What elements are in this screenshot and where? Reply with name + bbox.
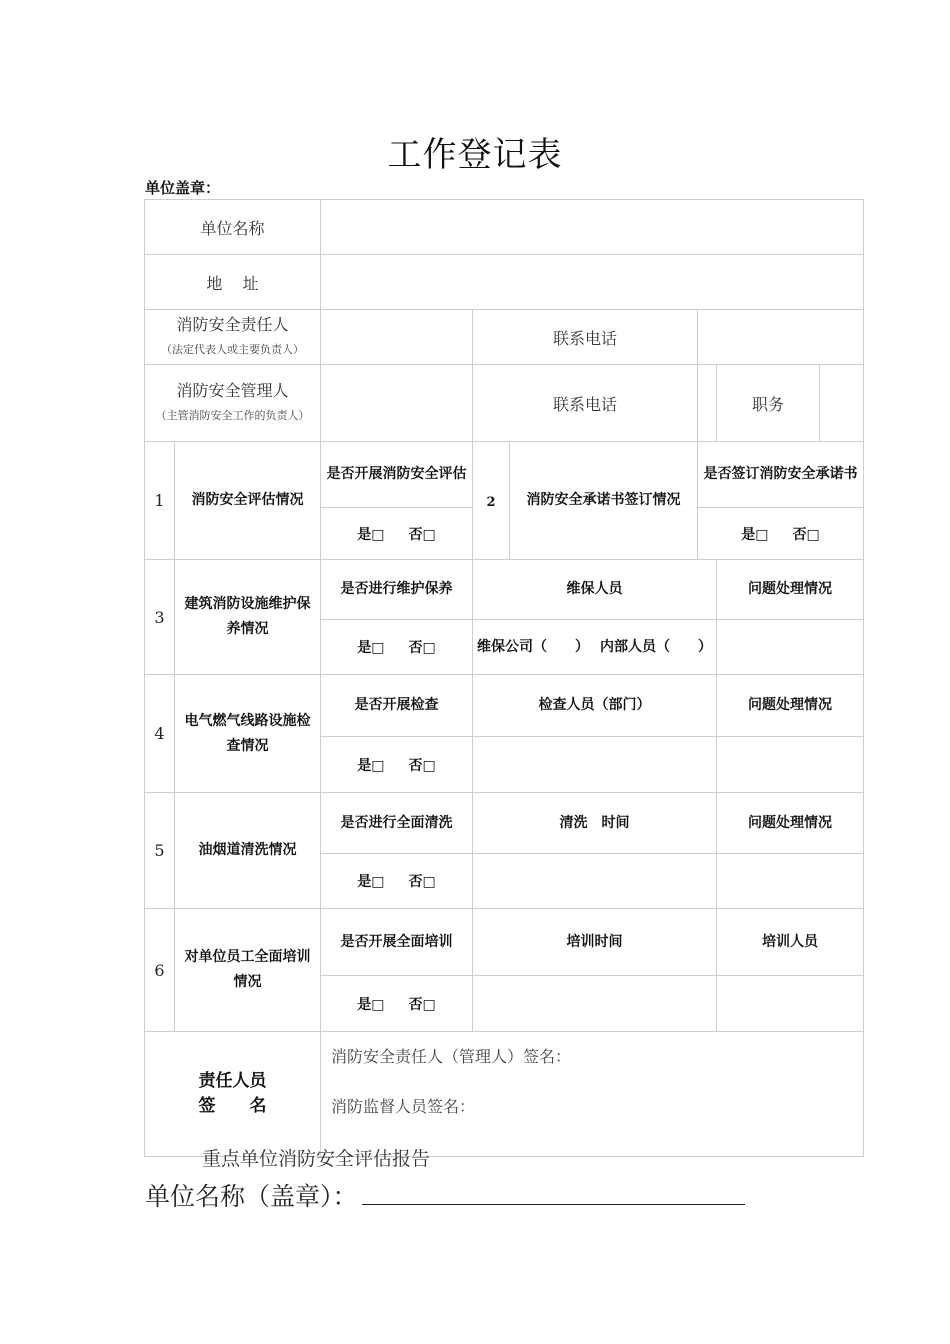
responsible-phone-label: 联系电话 [473,310,698,365]
item-question: 是否开展全面培训 [321,909,473,976]
unit-seal-label: 单位名称（盖章）： [145,1182,358,1211]
seal-label: 单位盖章： [145,179,221,197]
signature-label: 责任人员 签 名 [145,1032,321,1157]
column-header: 问题处理情况 [717,793,864,854]
training-time-field[interactable] [473,976,717,1032]
column-header: 培训时间 [473,909,717,976]
address-label: 地 址 [145,255,321,310]
item-question: 是否开展消防安全评估 [321,442,473,508]
item-question: 是否开展检查 [321,675,473,737]
column-header: 检查人员（部门） [473,675,717,737]
problem-handling-field[interactable] [717,737,864,793]
report-title: 重点单位消防安全评估报告 [202,1148,431,1170]
item-name: 消防安全承诺书签订情况 [510,442,698,560]
manager-position-label: 职务 [717,365,820,442]
item-number: 4 [145,675,175,793]
item-question: 是否进行维护保养 [321,560,473,620]
yes-no-checkbox[interactable]: 是□ 否□ [321,620,473,675]
item-name: 油烟道清洗情况 [175,793,321,909]
item-name: 消防安全评估情况 [175,442,321,560]
inspection-personnel-field[interactable] [473,737,717,793]
column-header: 培训人员 [717,909,864,976]
cleaning-time-field[interactable] [473,854,717,909]
page-title: 工作登记表 [387,135,563,175]
item-question: 是否签订消防安全承诺书 [698,442,864,508]
item-name: 对单位员工全面培训情况 [175,909,321,1032]
item-name: 电气燃气线路设施检查情况 [175,675,321,793]
yes-no-checkbox[interactable]: 是□ 否□ [321,976,473,1032]
responsible-phone-field[interactable] [698,310,864,365]
training-personnel-field[interactable] [717,976,864,1032]
manager-position-field[interactable] [820,365,864,442]
manager-label: 消防安全管理人 （主管消防安全工作的负责人） [145,365,321,442]
registration-form [144,199,864,1157]
item-number: 2 [473,442,510,560]
column-header: 清洗 时间 [473,793,717,854]
column-header: 问题处理情况 [717,560,864,620]
unit-seal-line [145,1177,745,1213]
item-question: 是否进行全面清洗 [321,793,473,854]
yes-no-checkbox[interactable]: 是□ 否□ [698,508,864,560]
supervisor-signature-line: 消防监督人员签名： [331,1097,476,1116]
item-number: 3 [145,560,175,675]
item-number: 5 [145,793,175,909]
signature-area[interactable] [321,1032,864,1157]
problem-handling-field[interactable] [717,854,864,909]
address-field[interactable] [321,255,864,310]
manager-phone-label: 联系电话 [473,365,698,442]
column-header: 维保人员 [473,560,717,620]
responsible-person-label: 消防安全责任人 （法定代表人或主要负责人） [145,310,321,365]
manager-phone-field[interactable] [698,365,717,442]
yes-no-checkbox[interactable]: 是□ 否□ [321,737,473,793]
yes-no-checkbox[interactable]: 是□ 否□ [321,854,473,909]
unit-name-field[interactable] [321,200,864,255]
item-name: 建筑消防设施维护保养情况 [175,560,321,675]
unit-name-label: 单位名称 [145,200,321,255]
responsible-person-field[interactable] [321,310,473,365]
responsible-signature-line: 消防安全责任人（管理人）签名： [331,1047,572,1066]
problem-handling-field[interactable] [717,620,864,675]
unit-seal-underline[interactable] [362,1180,745,1205]
item-number: 6 [145,909,175,1032]
item-number: 1 [145,442,175,560]
manager-field[interactable] [321,365,473,442]
yes-no-checkbox[interactable]: 是□ 否□ [321,508,473,560]
column-header: 问题处理情况 [717,675,864,737]
maintenance-personnel-detail[interactable]: 维保公司（ ） 内部人员（ ） [473,620,717,675]
